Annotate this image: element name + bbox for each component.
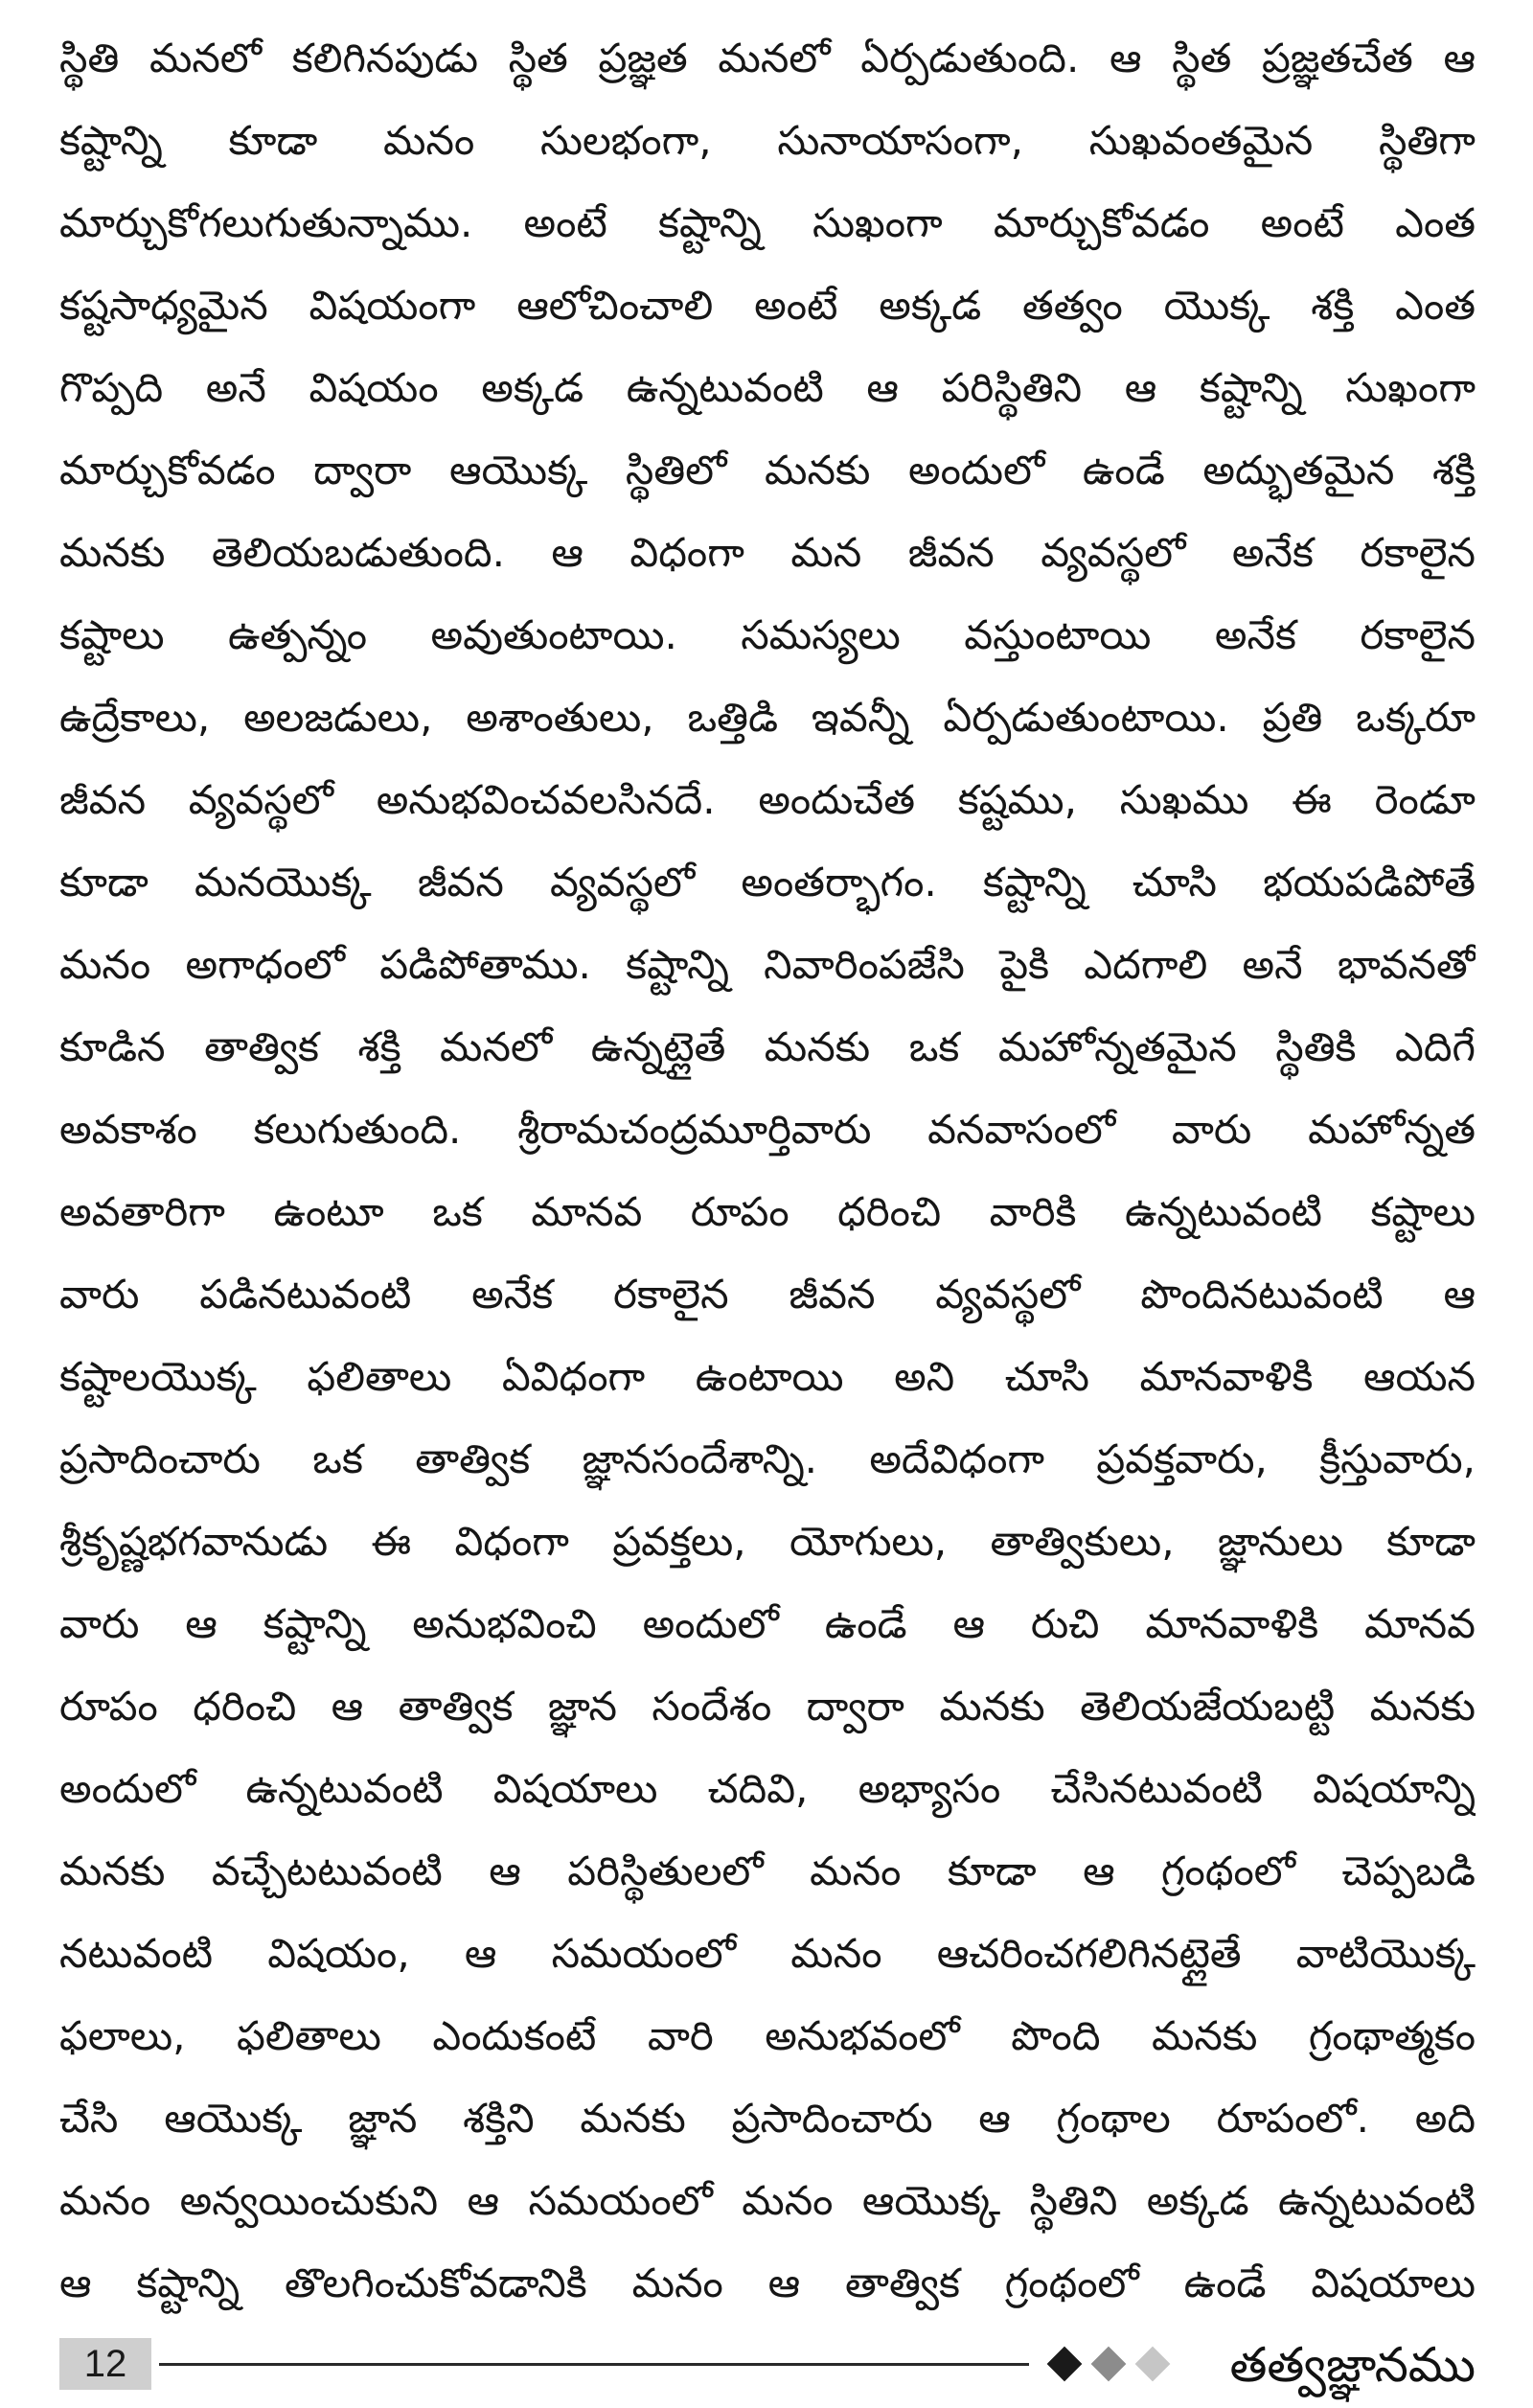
text-line: మనకు వచ్చేటటువంటి ఆ పరిస్థితులలో మనం కూడా ఆ గ్రంథంలో చెప్పబడి xyxy=(59,1847,1476,1894)
page-footer xyxy=(59,2330,1476,2399)
text-line: మార్చుకోగలుగుతున్నాము. అంటే కష్టాన్ని సుఖంగా మార్చుకోవడం అంటే ఎంత xyxy=(59,199,1476,246)
text-line: నటువంటి విషయం, ఆ సమయంలో మనం ఆచరించగలిగినట్లైతే వాటియొక్క xyxy=(59,1930,1476,1977)
text-line: కష్టసాధ్యమైన విషయంగా ఆలోచించాలి అంటే అక్కడ తత్వం యొక్క శక్తి ఎంత xyxy=(59,282,1476,329)
text-line: కష్టాలయొక్క ఫలితాలు ఏవిధంగా ఉంటాయి అని చూసి మానవాళికి ఆయన xyxy=(59,1353,1476,1400)
page-number: 12 xyxy=(59,2338,151,2390)
text-line: ఉద్రేకాలు, అలజడులు, అశాంతులు, ఒత్తిడి ఇవన్నీ ఏర్పడుతుంటాయి. ప్రతి ఒక్కరూ xyxy=(59,694,1476,741)
diamond-dark-icon xyxy=(1047,2347,1083,2382)
text-line: కష్టాన్ని కూడా మనం సులభంగా, సునాయాసంగా, సుఖవంతమైన స్థితిగా xyxy=(59,117,1476,164)
text-line: గొప్పది అనే విషయం అక్కడ ఉన్నటువంటి ఆ పరిస్థితిని ఆ కష్టాన్ని సుఖంగా xyxy=(59,364,1476,411)
text-line: కష్టాలు ఉత్పన్నం అవుతుంటాయి. సమస్యలు వస్తుంటాయి అనేక రకాలైన xyxy=(59,611,1476,658)
footer-rule xyxy=(159,2363,1029,2366)
text-line: ఫలాలు, ఫలితాలు ఎందుకంటే వారి అనుభవంలో పొంది మనకు గ్రంథాత్మకం xyxy=(59,2012,1476,2059)
text-line: ప్రసాదించారు ఒక తాత్విక జ్ఞానసందేశాన్ని. అదేవిధంగా ప్రవక్తవారు, క్రీస్తువారు, xyxy=(59,1435,1476,1482)
text-line: మనం అన్వయించుకుని ఆ సమయంలో మనం ఆయొక్క స్థితిని అక్కడ ఉన్నటువంటి xyxy=(59,2177,1476,2224)
text-line: కూడిన తాత్విక శక్తి మనలో ఉన్నట్లైతే మనకు ఒక మహోన్నతమైన స్థితికి ఎదిగే xyxy=(59,1023,1476,1070)
text-line: మార్చుకోవడం ద్వారా ఆయొక్క స్థితిలో మనకు అందులో ఉండే అద్భుతమైన శక్తి xyxy=(59,447,1476,493)
text-line: వారు పడినటువంటి అనేక రకాలైన జీవన వ్యవస్థలో పొందినటువంటి ఆ xyxy=(59,1271,1476,1318)
text-line: స్థితి మనలో కలిగినపుడు స్థిత ప్రజ్ఞత మనలో ఏర్పడుతుంది. ఆ స్థిత ప్రజ్ఞతచేత ఆ xyxy=(59,34,1476,81)
text-line: శ్రీకృష్ణభగవానుడు ఈ విధంగా ప్రవక్తలు, యోగులు, తాత్వికులు, జ్ఞానులు కూడా xyxy=(59,1518,1476,1565)
text-line: చేసి ఆయొక్క జ్ఞాన శక్తిని మనకు ప్రసాదించారు ఆ గ్రంథాల రూపంలో. అది xyxy=(59,2095,1476,2142)
diamond-medium-icon xyxy=(1091,2347,1127,2382)
text-line: ఆ కష్టాన్ని తొలగించుకోవడానికి మనం ఆ తాత్విక గ్రంథంలో ఉండే విషయాలు xyxy=(59,2259,1476,2306)
diamond-light-icon xyxy=(1135,2347,1171,2382)
text-line: అవతారిగా ఉంటూ ఒక మానవ రూపం ధరించి వారికి ఉన్నటువంటి కష్టాలు xyxy=(59,1188,1476,1235)
text-line: అందులో ఉన్నటువంటి విషయాలు చదివి, అభ్యాసం చేసినటువంటి విషయాన్ని xyxy=(59,1765,1476,1812)
text-line: అవకాశం కలుగుతుంది. శ్రీరామచంద్రమూర్తివారు వనవాసంలో వారు మహోన్నత xyxy=(59,1106,1476,1153)
body-text xyxy=(59,17,1476,2325)
text-line: రూపం ధరించి ఆ తాత్విక జ్ఞాన సందేశం ద్వారా మనకు తెలియజేయబట్టి మనకు xyxy=(59,1683,1476,1730)
running-title: తత్వజ్ఞానము xyxy=(1229,2337,1476,2393)
text-line: మనం అగాధంలో పడిపోతాము. కష్టాన్ని నివారింపజేసి పైకి ఎదగాలి అనే భావనతో xyxy=(59,941,1476,988)
text-line: వారు ఆ కష్టాన్ని అనుభవించి అందులో ఉండే ఆ రుచి మానవాళికి మానవ xyxy=(59,1600,1476,1647)
text-line: కూడా మనయొక్క జీవన వ్యవస్థలో అంతర్భాగం. కష్టాన్ని చూసి భయపడిపోతే xyxy=(59,859,1476,906)
text-line: జీవన వ్యవస్థలో అనుభవించవలసినదే. అందుచేత కష్టము, సుఖము ఈ రెండూ xyxy=(59,776,1476,823)
text-line: మనకు తెలియబడుతుంది. ఆ విధంగా మన జీవన వ్యవస్థలో అనేక రకాలైన xyxy=(59,529,1476,576)
